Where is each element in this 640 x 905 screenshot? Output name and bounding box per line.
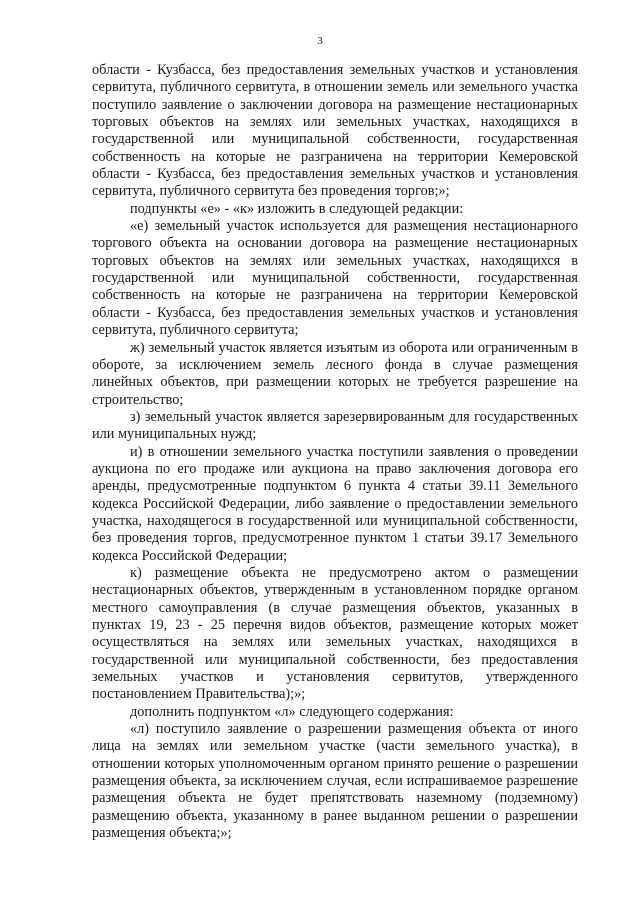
- paragraph-3: «е) земельный участок используется для размещения нестационарного торгового объекта на основании договора на размещение нестационарных торговых объектов на землях или земельных участках, находящихся в государственной или муниципальной собственности, государственная собственность на которые не разграничена на территории Кемеровской области - Кузбасса, без предоставления земельных участков и установления сервитута, публичного сервитута;: [92, 218, 578, 339]
- paragraph-9: «л) поступило заявление о разрешении размещения объекта от иного лица на землях или земельном участке (части земельного участка), в отношении которых уполномоченным органом принято решение о разрешении размещения объекта, за исключением случая, если испрашиваемое разрешение размещения объекта не будет препятствовать наземному (подземному) размещению объекта, указанному в ранее выданном решении о разрешении размещения объекта;»;: [92, 721, 578, 842]
- document-body: [92, 62, 578, 842]
- paragraph-2: подпункты «е» - «к» изложить в следующей редакции:: [130, 200, 464, 217]
- paragraph-7: к) размещение объекта не предусмотрено актом о размещении нестационарных объектов, утвержденным в установленном порядке органом местного самоуправления (в случае размещения объектов, указанных в пунктах 19, 23 - 25 перечня видов объектов, размещение которых может осуществляться на землях или земельных участках, находящихся в государственной или муниципальной собственности, без предоставления земельных участков и установления сервитутов, утвержденного постановлением Правительства);»;: [92, 564, 578, 703]
- paragraph-8: дополнить подпунктом «л» следующего содержания:: [130, 703, 454, 720]
- page-number: 3: [317, 35, 323, 47]
- paragraph-1: области - Кузбасса, без предоставления земельных участков и установления сервитута, публичного сервитута, в отношении земель или земельного участка поступило заявление о заключении договора на размещение нестационарных торговых объектов на землях или земельных участках, находящихся в государственной или муниципальной собственности, государственная собственность на которые не разграничена на территории Кемеровской области - Кузбасса, без предоставления земельных участков и установления сервитута, публичного сервитута без проведения торгов;»;: [92, 62, 578, 200]
- paragraph-6: и) в отношении земельного участка поступили заявления о проведении аукциона по его продаже или аукциона на право заключения договора его аренды, предусмотренные подпунктом 6 пункта 4 статьи 39.11 Земельного кодекса Российской Федерации, либо заявление о предоставлении земельного участка, находящегося в государственной или муниципальной собственности, без проведения торгов, предусмотренное пунктом 1 статьи 39.17 Земельного кодекса Российской Федерации;: [92, 443, 578, 564]
- paragraph-4: ж) земельный участок является изъятым из оборота или ограниченным в обороте, за исключением земель лесного фонда в случае размещения линейных объектов, при размещении которых не требуется разрешение на строительство;: [92, 339, 578, 408]
- paragraph-5: з) земельный участок является зарезервированным для государственных или муниципальных нужд;: [92, 408, 578, 443]
